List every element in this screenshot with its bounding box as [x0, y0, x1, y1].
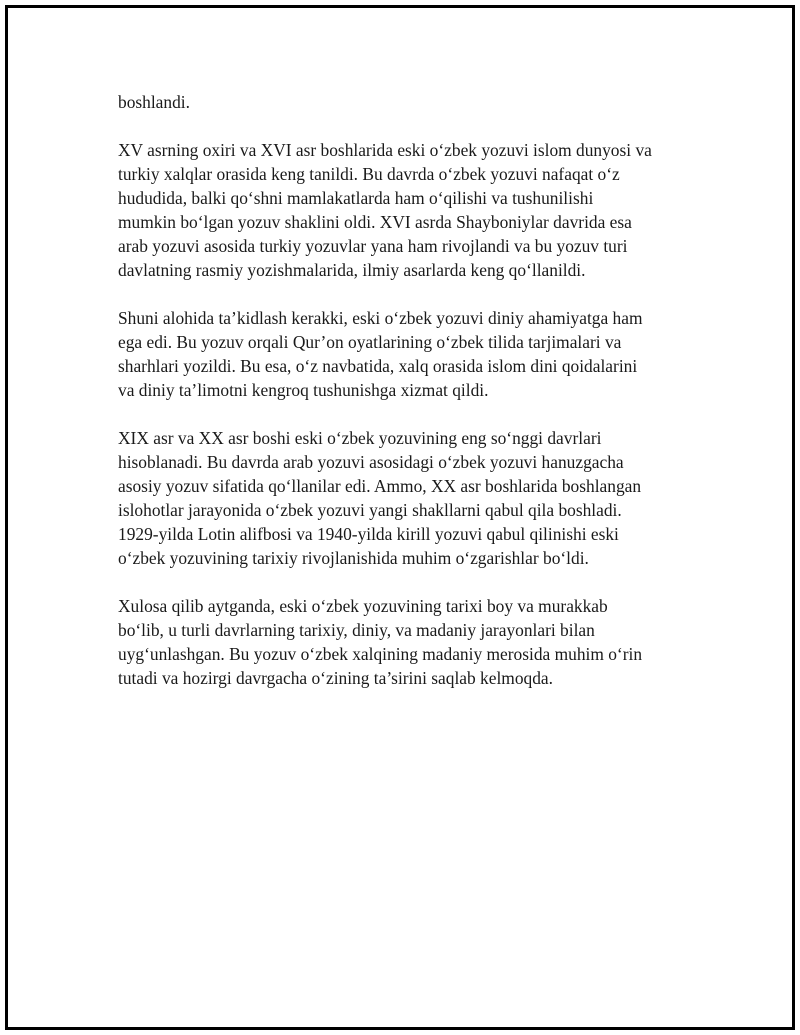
paragraph-religious-significance: Shuni alohida ta’kidlash kerakki, eski o‘zbek yozuvi diniy ahamiyatga ham ega edi. Bu yozuv orqali Qur’on oyatlarining o‘zbek tilida tarjimalari va sharhlari yozildi. Bu esa, o‘z navbatida, xalq orasida islom dini qoidalarini va diniy ta’limotni kengroq tushunishga xizmat qildi. [118, 308, 643, 400]
paragraph-xv-xvi-century: XV asrning oxiri va XVI asr boshlarida eski o‘zbek yozuvi islom dunyosi va turkiy xalqlar orasida keng tanildi. Bu davrda o‘zbek yozuvi nafaqat o‘z hududida, balki qo‘shni mamlakatlarda ham o‘qilishi va tushunilishi mumkin bo‘lgan yozuv shaklini oldi. XVI asrda Shayboniylar davrida esa arab yozuvi asosida turkiy yozuvlar yana ham rivojlandi va bu yozuv turi davlatning rasmiy yozishmalarida, ilmiy asarlarda keng qo‘llanildi. [118, 140, 652, 280]
paragraph-continuation: boshlandi. [118, 92, 190, 112]
paragraph-conclusion: Xulosa qilib aytganda, eski o‘zbek yozuvining tarixi boy va murakkab bo‘lib, u turli davrlarning tarixiy, diniy, va madaniy jarayonlari bilan uyg‘unlashgan. Bu yozuv o‘zbek xalqining madaniy merosida muhim o‘rin tutadi va hozirgi davrgacha o‘zining ta’sirini saqlab kelmoqda. [118, 596, 643, 688]
document-body [118, 90, 698, 714]
paragraph-xix-xx-century: XIX asr va XX asr boshi eski o‘zbek yozuvining eng so‘nggi davrlari hisoblanadi. Bu davrda arab yozuvi asosidagi o‘zbek yozuvi hanuzgacha asosiy yozuv sifatida qo‘llanilar edi. Ammo, XX asr boshlarida boshlangan islohotlar jarayonida o‘zbek yozuvi yangi shakllarni qabul qila boshladi. 1929-yilda Lotin alifbosi va 1940-yilda kirill yozuvi qabul qilinishi eski o‘zbek yozuvining tarixiy rivojlanishida muhim o‘zgarishlar bo‘ldi. [118, 428, 642, 568]
